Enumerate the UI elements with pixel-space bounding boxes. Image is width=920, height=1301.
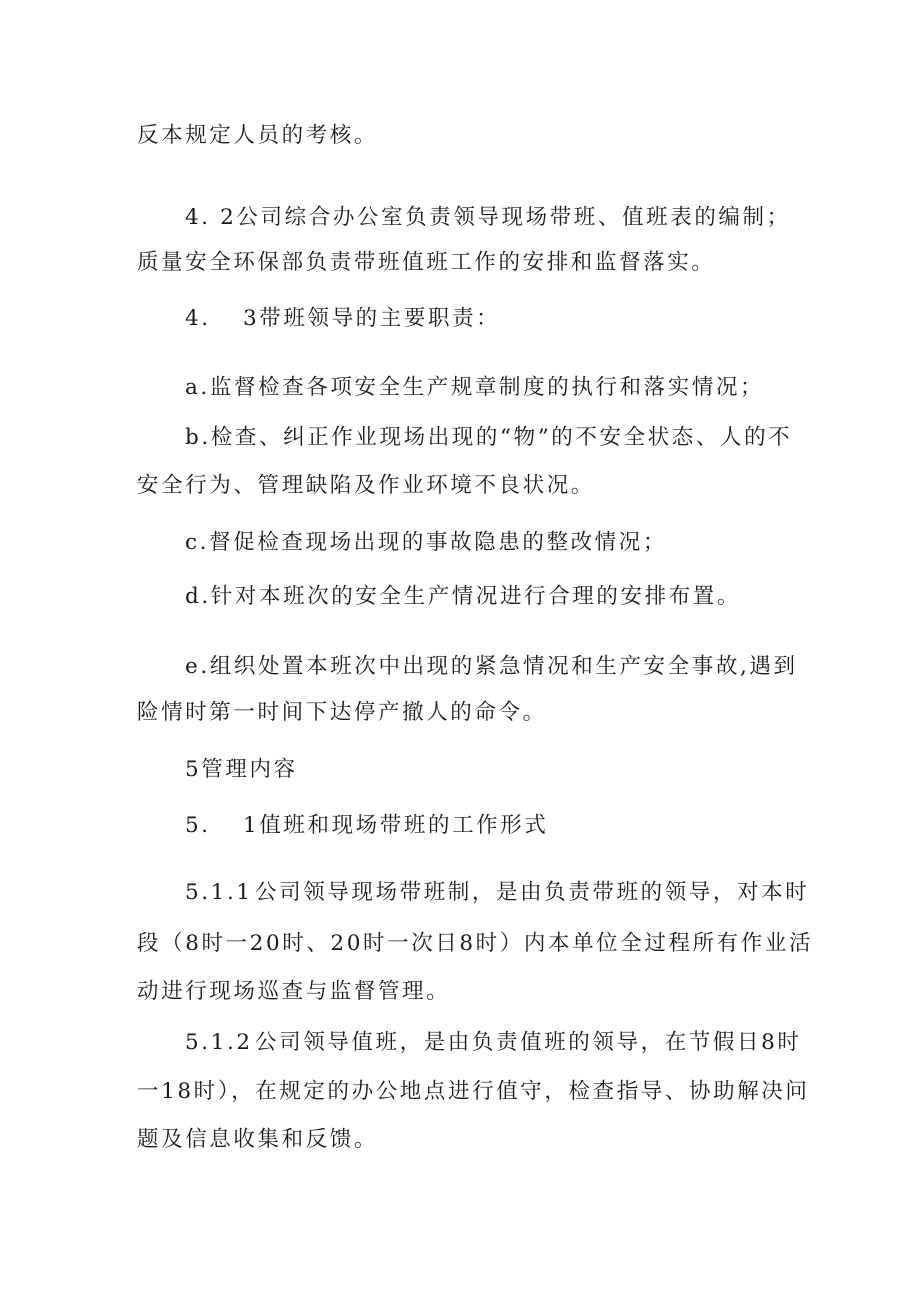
text-line: 段（8时一20时、20时一次日8时）内本单位全过程所有作业活: [137, 931, 814, 956]
paragraph-text: 公司领导现场带班制，是由负责带班的领导，对本时: [255, 880, 810, 905]
heading-5: 5管理内容: [185, 757, 298, 782]
text-line: 安全行为、管理缺陷及作业环境不良状况。: [137, 473, 595, 498]
heading-5-1: [185, 813, 548, 839]
section-number: 5.1.2: [185, 1030, 253, 1055]
text-line: 反本规定人员的考核。: [137, 123, 379, 148]
heading-4-3: [185, 306, 500, 332]
section-number: 4.: [185, 306, 211, 331]
section-number: 5.1.1: [185, 880, 253, 905]
text-line: 题及信息收集和反馈。: [137, 1127, 379, 1152]
list-item-d: d.针对本班次的安全生产情况进行合理的安排布置。: [185, 584, 741, 609]
section-number: 5.: [185, 813, 211, 838]
list-item-c: c.督促检查现场出现的事故隐患的整改情况；: [185, 530, 667, 555]
paragraph-text: 公司领导值班，是由负责值班的领导，在节假日8时: [255, 1030, 802, 1055]
list-item-a: a.监督检查各项安全生产规章制度的执行和落实情况；: [185, 375, 765, 400]
text-line-4-2: 4. 2公司综合办公室负责领导现场带班、值班表的编制；: [185, 205, 791, 230]
text-line: 质量安全环保部负责带班值班工作的安排和监督落实。: [137, 250, 716, 275]
list-item-b: b.检查、纠正作业现场出现的“物”的不安全状态、人的不: [185, 425, 793, 450]
heading-text: 3带班领导的主要职责：: [243, 306, 501, 331]
paragraph-5-1-2: [185, 1030, 801, 1056]
heading-text: 1值班和现场带班的工作形式: [243, 813, 549, 838]
paragraph-5-1-1: [185, 880, 809, 906]
text-line: 一18时），在规定的办公地点进行值守，检查指导、协助解决问: [137, 1079, 810, 1104]
list-item-e: e.组织处置本班次中出现的紧急情况和生产安全事故,遇到: [185, 654, 798, 679]
text-line: 险情时第一时间下达停产撤人的命令。: [137, 700, 547, 725]
text-line: 动进行现场巡查与监督管理。: [137, 979, 451, 1004]
